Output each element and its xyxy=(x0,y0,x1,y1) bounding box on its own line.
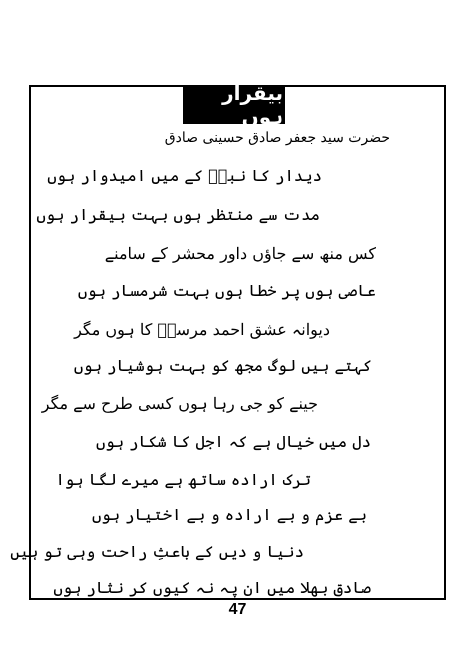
verse-line-1: دیدار کا نبیؐ کے میں امیدوار ہوں xyxy=(47,166,322,185)
poem-title: بیقرار ہوں xyxy=(222,81,283,129)
page-number: 47 xyxy=(228,601,247,618)
verse-line-4: عاصی ہوں پر خطا ہوں بہت شرمسار ہوں xyxy=(77,281,376,300)
poet-name: حضرت سید جعفر صادق حسینی صادق xyxy=(164,130,390,146)
verse-line-10: بے عزم و بے ارادہ و بے اختیار ہوں xyxy=(91,505,367,524)
verse-line-3: کس منھ سے جاؤں داور محشر کے سامنے xyxy=(104,244,376,263)
verse-line-9: ترک ارادہ ساتھ ہے میرے لگا ہوا xyxy=(55,470,311,489)
verse-line-8: دل میں خیال ہے کہ اجل کا شکار ہوں xyxy=(95,432,371,451)
verse-line-7: جینے کو جی رہا ہوں کسی طرح سے مگر xyxy=(41,394,318,413)
verse-line-12: صادق بھلا میں ان پہ نہ کیوں کر نثار ہوں xyxy=(53,578,371,597)
verse-line-2: مدت سے منتظر ہوں بہت بیقرار ہوں xyxy=(36,205,320,224)
verse-line-5: دیوانہ عشق احمد مرسلؐ کا ہوں مگر xyxy=(74,320,330,339)
poem-title-box xyxy=(183,81,285,129)
verse-line-11: دنیا و دیں کے باعثِ راحت وہی تو ہیں xyxy=(10,542,304,561)
verse-line-6: کہتے ہیں لوگ مجھ کو بہت ہوشیار ہوں xyxy=(73,356,372,375)
